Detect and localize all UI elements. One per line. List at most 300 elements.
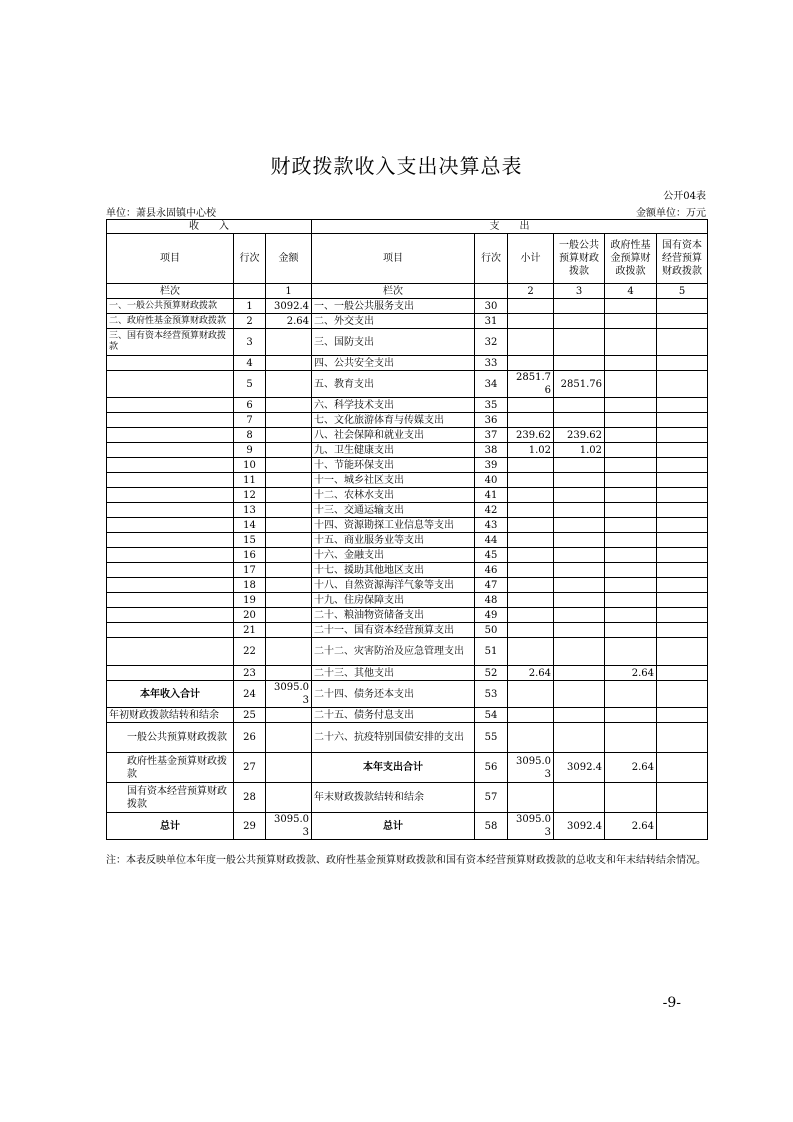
left-amount-cell [266,329,312,356]
col-number-2: 2 [508,284,554,299]
left-item-cell: 一般公共预算财政拨款 [107,723,234,753]
left-line-cell: 23 [234,666,266,681]
fund-cell [605,518,657,533]
right-item-cell: 六、科学技术支出 [312,398,475,413]
general-cell: 3092.4 [554,813,605,840]
left-item-cell [107,398,234,413]
left-line-cell: 1 [234,299,266,314]
left-item-cell: 政府性基金预算财政拨款 [107,753,234,783]
table-body [107,299,708,840]
general-cell [554,314,605,329]
general-cell [554,518,605,533]
expense-lanci-label: 栏次 [312,284,475,299]
left-amount-cell [266,413,312,428]
fund-cell [605,623,657,638]
left-amount-cell [266,458,312,473]
left-line-cell: 11 [234,473,266,488]
left-line-cell: 29 [234,813,266,840]
fund-cell [605,563,657,578]
left-line-cell: 14 [234,518,266,533]
right-item-cell: 十五、商业服务业等支出 [312,533,475,548]
left-line-cell: 9 [234,443,266,458]
fund-cell [605,329,657,356]
right-line-cell: 46 [475,563,508,578]
fund-cell [605,371,657,398]
subtotal-cell [508,314,554,329]
right-line-cell: 43 [475,518,508,533]
state-capital-cell [657,473,708,488]
left-item-cell [107,593,234,608]
right-item-cell: 二、外交支出 [312,314,475,329]
table-row [107,473,708,488]
subtotal-cell [508,398,554,413]
general-budget-header: 一般公共预算财政拨款 [554,234,605,284]
table-row [107,314,708,329]
state-capital-cell [657,518,708,533]
left-item-cell [107,608,234,623]
table-row [107,488,708,503]
right-line-cell: 51 [475,638,508,666]
left-amount-cell [266,488,312,503]
fund-cell [605,548,657,563]
left-amount-cell [266,666,312,681]
subtotal-cell [508,783,554,813]
fund-cell [605,443,657,458]
right-item-cell: 十、节能环保支出 [312,458,475,473]
subtotal-cell [508,458,554,473]
table-row [107,563,708,578]
left-item-cell [107,666,234,681]
state-capital-cell [657,488,708,503]
table-row [107,708,708,723]
left-item-cell: 三、国有资本经营预算财政拨款 [107,329,234,356]
col-number-3: 3 [554,284,605,299]
table-row [107,593,708,608]
left-item-cell [107,548,234,563]
general-cell [554,548,605,563]
left-item-cell: 总计 [107,813,234,840]
subtotal-cell [508,638,554,666]
general-cell [554,608,605,623]
left-item-cell [107,428,234,443]
state-capital-cell [657,371,708,398]
general-cell [554,708,605,723]
right-line-cell: 42 [475,503,508,518]
money-unit-label: 金额单位：万元 [636,208,706,219]
left-amount-cell [266,608,312,623]
left-line-cell: 8 [234,428,266,443]
right-line-cell: 40 [475,473,508,488]
left-line-cell: 18 [234,578,266,593]
right-line-cell: 54 [475,708,508,723]
left-line-cell: 13 [234,503,266,518]
right-item-cell: 九、卫生健康支出 [312,443,475,458]
right-item-cell: 二十二、灾害防治及应急管理支出 [312,638,475,666]
left-item-cell [107,356,234,371]
left-amount-cell [266,533,312,548]
fund-cell [605,458,657,473]
general-cell: 239.62 [554,428,605,443]
left-item-cell [107,533,234,548]
right-item-cell: 五、教育支出 [312,371,475,398]
left-line-cell: 21 [234,623,266,638]
fund-cell [605,488,657,503]
right-item-cell: 三、国防支出 [312,329,475,356]
income-amount-header: 金额 [266,234,312,284]
subtotal-cell [508,723,554,753]
state-capital-cell [657,593,708,608]
right-line-cell: 35 [475,398,508,413]
general-cell [554,533,605,548]
right-line-cell: 58 [475,813,508,840]
left-line-cell: 25 [234,708,266,723]
left-item-cell [107,473,234,488]
general-cell [554,413,605,428]
form-number: 公开04表 [663,191,706,202]
state-capital-cell [657,638,708,666]
fund-budget-header: 政府性基金预算财政拨款 [605,234,657,284]
general-cell [554,723,605,753]
subtotal-cell [508,356,554,371]
right-line-cell: 30 [475,299,508,314]
col-number-4: 4 [605,284,657,299]
subtotal-cell: 239.62 [508,428,554,443]
left-line-cell: 27 [234,753,266,783]
col-number-1: 1 [266,284,312,299]
left-line-cell: 10 [234,458,266,473]
right-line-cell: 37 [475,428,508,443]
left-item-cell: 本年收入合计 [107,681,234,708]
table-row [107,518,708,533]
right-line-cell: 41 [475,488,508,503]
table-row [107,371,708,398]
subtotal-cell: 2851.76 [508,371,554,398]
right-line-cell: 49 [475,608,508,623]
right-item-cell: 二十五、债务付息支出 [312,708,475,723]
table-row [107,623,708,638]
left-item-cell: 一、一般公共预算财政拨款 [107,299,234,314]
right-item-cell: 二十、粮油物资储备支出 [312,608,475,623]
fund-cell [605,503,657,518]
left-amount-cell [266,783,312,813]
right-item-cell: 八、社会保障和就业支出 [312,428,475,443]
col-number-5: 5 [657,284,708,299]
subtotal-cell [508,548,554,563]
right-item-cell: 年末财政拨款结转和结余 [312,783,475,813]
income-line-header: 行次 [234,234,266,284]
table-row [107,813,708,840]
left-line-cell: 16 [234,548,266,563]
table-row [107,329,708,356]
right-item-cell: 十三、交通运输支出 [312,503,475,518]
table-row [107,753,708,783]
fund-cell [605,578,657,593]
fund-cell [605,413,657,428]
general-cell [554,398,605,413]
left-line-cell: 12 [234,488,266,503]
right-line-cell: 52 [475,666,508,681]
budget-table [106,219,708,840]
right-item-cell: 十九、住房保障支出 [312,593,475,608]
left-amount-cell [266,723,312,753]
general-cell [554,681,605,708]
subtotal-cell [508,681,554,708]
left-amount-cell [266,623,312,638]
left-line-cell: 7 [234,413,266,428]
left-item-cell: 年初财政拨款结转和结余 [107,708,234,723]
expense-header: 支 出 [312,220,708,234]
subtotal-cell [508,608,554,623]
table-row [107,443,708,458]
left-line-cell: 3 [234,329,266,356]
left-line-cell: 5 [234,371,266,398]
left-amount-cell: 3095.03 [266,813,312,840]
general-cell [554,329,605,356]
table-row [107,638,708,666]
left-line-cell: 6 [234,398,266,413]
left-item-cell [107,371,234,398]
subtotal-header: 小计 [508,234,554,284]
right-item-cell: 十六、金融支出 [312,548,475,563]
left-item-cell [107,488,234,503]
right-item-cell: 一、一般公共服务支出 [312,299,475,314]
subtotal-cell [508,299,554,314]
left-line-cell: 4 [234,356,266,371]
left-amount-cell [266,443,312,458]
subtotal-cell [508,578,554,593]
fund-cell [605,533,657,548]
left-item-cell [107,578,234,593]
general-cell [554,503,605,518]
state-capital-cell [657,398,708,413]
state-capital-cell [657,608,708,623]
state-capital-cell [657,783,708,813]
state-capital-cell [657,813,708,840]
subtotal-cell [508,593,554,608]
state-capital-cell [657,413,708,428]
left-line-cell: 26 [234,723,266,753]
left-item-cell [107,443,234,458]
right-item-cell: 总计 [312,813,475,840]
state-capital-cell [657,314,708,329]
left-amount-cell [266,563,312,578]
left-amount-cell: 3092.4 [266,299,312,314]
income-header: 收 入 [107,220,312,234]
state-capital-cell [657,356,708,371]
right-item-cell: 二十四、债务还本支出 [312,681,475,708]
state-capital-cell [657,563,708,578]
state-capital-cell [657,533,708,548]
left-line-cell: 28 [234,783,266,813]
left-line-cell: 24 [234,681,266,708]
right-item-cell: 二十一、国有资本经营预算支出 [312,623,475,638]
general-cell [554,578,605,593]
subtotal-cell [508,329,554,356]
right-line-cell: 48 [475,593,508,608]
fund-cell [605,299,657,314]
left-item-cell [107,563,234,578]
state-capital-cell [657,708,708,723]
left-amount-cell [266,503,312,518]
general-cell [554,356,605,371]
general-cell: 1.02 [554,443,605,458]
left-amount-cell: 3095.03 [266,681,312,708]
state-capital-cell [657,753,708,783]
right-line-cell: 44 [475,533,508,548]
left-amount-cell [266,518,312,533]
page-title: 财政拨款收入支出决算总表 [270,154,523,178]
left-amount-cell [266,371,312,398]
table-row [107,356,708,371]
fund-cell [605,608,657,623]
right-line-cell: 56 [475,753,508,783]
table-row [107,578,708,593]
general-cell [554,458,605,473]
right-line-cell: 33 [475,356,508,371]
general-cell [554,623,605,638]
fund-cell [605,398,657,413]
fund-cell [605,681,657,708]
right-item-cell: 四、公共安全支出 [312,356,475,371]
general-cell [554,563,605,578]
fund-cell [605,783,657,813]
left-item-cell [107,518,234,533]
general-cell: 3092.4 [554,753,605,783]
right-line-cell: 39 [475,458,508,473]
left-item-cell [107,623,234,638]
right-line-cell: 36 [475,413,508,428]
right-item-cell: 二十三、其他支出 [312,666,475,681]
state-capital-cell [657,428,708,443]
left-line-cell: 15 [234,533,266,548]
right-line-cell: 31 [475,314,508,329]
general-cell: 2851.76 [554,371,605,398]
state-capital-cell [657,723,708,753]
left-item-cell [107,503,234,518]
table-row [107,608,708,623]
right-line-cell: 34 [475,371,508,398]
right-item-cell: 十七、援助其他地区支出 [312,563,475,578]
right-line-cell: 53 [475,681,508,708]
subtotal-cell: 1.02 [508,443,554,458]
right-item-cell: 十一、城乡社区支出 [312,473,475,488]
left-item-cell [107,458,234,473]
empty-cell [475,284,508,299]
table-note: 注：本表反映单位本年度一般公共预算财政拨款、政府性基金预算财政拨款和国有资本经营预算财政拨款的总收支和年末结转结余情况。 [106,855,706,866]
fund-cell [605,473,657,488]
left-amount-cell [266,578,312,593]
state-capital-cell [657,299,708,314]
right-line-cell: 38 [475,443,508,458]
income-item-header: 项目 [107,234,234,284]
table-row [107,398,708,413]
table-row [107,413,708,428]
table-row [107,428,708,443]
table-row [107,299,708,314]
table-row [107,503,708,518]
right-line-cell: 47 [475,578,508,593]
left-amount-cell [266,548,312,563]
subtotal-cell: 2.64 [508,666,554,681]
table-row [107,666,708,681]
fund-cell: 2.64 [605,666,657,681]
fund-cell [605,314,657,329]
right-item-cell: 二十六、抗疫特别国债安排的支出 [312,723,475,753]
fund-cell [605,638,657,666]
left-amount-cell [266,638,312,666]
left-amount-cell: 2.64 [266,314,312,329]
left-item-cell [107,413,234,428]
state-capital-cell [657,623,708,638]
page-number: -9- [662,995,681,1011]
left-line-cell: 2 [234,314,266,329]
fund-cell [605,708,657,723]
state-capital-cell [657,681,708,708]
right-item-cell: 七、文化旅游体育与传媒支出 [312,413,475,428]
fund-cell [605,593,657,608]
subtotal-cell [508,503,554,518]
left-line-cell: 20 [234,608,266,623]
general-cell [554,488,605,503]
left-item-cell [107,638,234,666]
fund-cell [605,356,657,371]
subtotal-cell [508,488,554,503]
left-amount-cell [266,428,312,443]
left-amount-cell [266,356,312,371]
subtotal-cell [508,563,554,578]
expense-line-header: 行次 [475,234,508,284]
table-row [107,458,708,473]
fund-cell [605,723,657,753]
table-row [107,681,708,708]
fund-cell [605,428,657,443]
subtotal-cell [508,708,554,723]
empty-cell [234,284,266,299]
general-cell [554,666,605,681]
left-line-cell: 22 [234,638,266,666]
subtotal-cell [508,413,554,428]
general-cell [554,783,605,813]
table-row [107,723,708,753]
subtotal-cell: 3095.03 [508,753,554,783]
fund-cell: 2.64 [605,753,657,783]
income-lanci-label: 栏次 [107,284,234,299]
right-line-cell: 57 [475,783,508,813]
left-amount-cell [266,753,312,783]
table-row [107,783,708,813]
state-capital-cell [657,443,708,458]
general-cell [554,638,605,666]
left-line-cell: 19 [234,593,266,608]
state-capital-cell [657,548,708,563]
left-amount-cell [266,708,312,723]
right-line-cell: 45 [475,548,508,563]
state-capital-cell [657,503,708,518]
table-row [107,548,708,563]
right-line-cell: 55 [475,723,508,753]
expense-item-header: 项目 [312,234,475,284]
table-row [107,533,708,548]
general-cell [554,299,605,314]
state-capital-header: 国有资本经营预算财政拨款 [657,234,708,284]
left-amount-cell [266,398,312,413]
state-capital-cell [657,578,708,593]
left-item-cell: 二、政府性基金预算财政拨款 [107,314,234,329]
subtotal-cell [508,518,554,533]
state-capital-cell [657,329,708,356]
fund-cell: 2.64 [605,813,657,840]
right-item-cell: 十四、资源勘探工业信息等支出 [312,518,475,533]
